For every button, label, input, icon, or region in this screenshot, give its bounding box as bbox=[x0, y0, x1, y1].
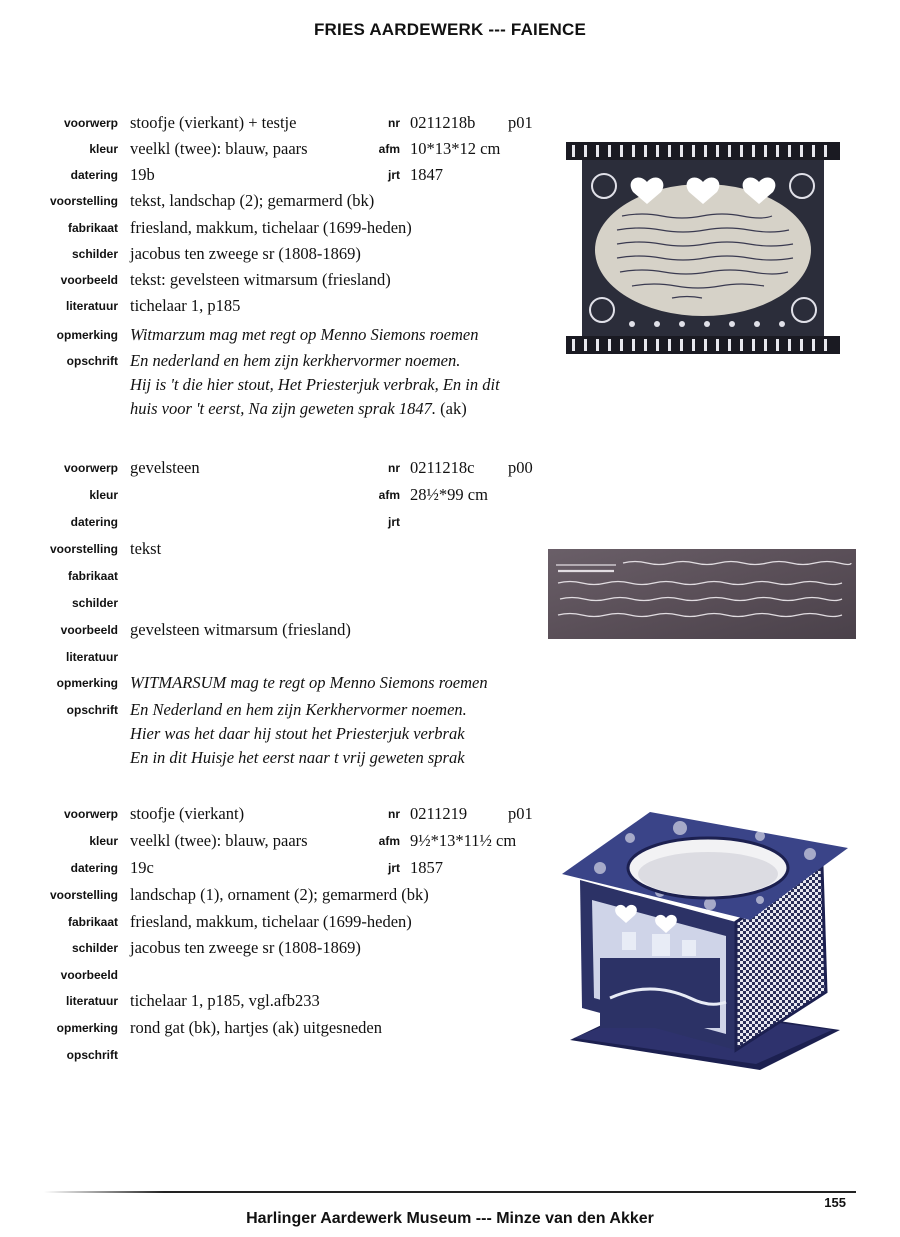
value-afm: 28½*99 cm bbox=[410, 485, 488, 504]
label-voorwerp: voorwerp bbox=[63, 116, 118, 130]
label-jrt: jrt bbox=[388, 515, 400, 529]
label-schilder: schilder bbox=[71, 596, 118, 610]
value-opmerking: rond gat (bk), hartjes (ak) uitgesneden bbox=[130, 1018, 382, 1037]
value-voorstelling: landschap (1), ornament (2); gemarmerd (bk) bbox=[130, 885, 429, 904]
value-opschrift-suffix: (ak) bbox=[440, 399, 467, 418]
label-kleur: kleur bbox=[89, 142, 118, 156]
value-schilder: jacobus ten zweege sr (1808-1869) bbox=[130, 244, 361, 263]
value-literatuur: tichelaar 1, p185 bbox=[130, 296, 241, 315]
label-datering: datering bbox=[70, 515, 118, 529]
label-voorwerp: voorwerp bbox=[63, 807, 118, 821]
label-opschrift: opschrift bbox=[66, 354, 118, 368]
value-voorstelling: tekst bbox=[130, 539, 162, 558]
label-jrt: jrt bbox=[388, 861, 400, 875]
value-opmerking: WITMARSUM mag te regt op Menno Siemons roemen bbox=[130, 673, 488, 692]
label-voorstelling: voorstelling bbox=[49, 888, 118, 902]
value-kleur: veelkl (twee): blauw, paars bbox=[130, 139, 308, 158]
label-voorstelling: voorstelling bbox=[49, 194, 118, 208]
value-opschrift-line: huis voor 't eerst, Na zijn geweten sprak 1847. bbox=[130, 399, 437, 418]
label-datering: datering bbox=[70, 168, 118, 182]
value-fabrikaat: friesland, makkum, tichelaar (1699-heden) bbox=[130, 912, 412, 931]
value-page-code: p01 bbox=[508, 804, 533, 823]
gevelsteen-photo bbox=[548, 549, 856, 639]
label-opmerking: opmerking bbox=[56, 676, 118, 690]
label-opmerking: opmerking bbox=[56, 328, 118, 342]
label-kleur: kleur bbox=[89, 834, 118, 848]
label-fabrikaat: fabrikaat bbox=[67, 221, 118, 235]
value-opmerking: Witmarzum mag met regt op Menno Siemons roemen bbox=[130, 325, 479, 344]
label-schilder: schilder bbox=[71, 941, 118, 955]
value-opschrift-line: Hier was het daar hij stout het Priesterjuk verbrak bbox=[130, 724, 465, 743]
label-voorbeeld: voorbeeld bbox=[60, 273, 118, 287]
footer-rule bbox=[44, 1191, 856, 1193]
value-afm: 10*13*12 cm bbox=[410, 139, 501, 158]
label-afm: afm bbox=[378, 834, 400, 848]
value-afm: 9½*13*11½ cm bbox=[410, 831, 517, 850]
stoofje-text-photo bbox=[562, 138, 844, 358]
value-schilder: jacobus ten zweege sr (1808-1869) bbox=[130, 938, 361, 957]
value-opschrift-line: En in dit Huisje het eerst naar t vrij geweten sprak bbox=[130, 748, 465, 767]
label-afm: afm bbox=[378, 142, 400, 156]
value-voorwerp: gevelsteen bbox=[130, 458, 200, 477]
value-kleur: veelkl (twee): blauw, paars bbox=[130, 831, 308, 850]
value-literatuur: tichelaar 1, p185, vgl.afb233 bbox=[130, 991, 320, 1010]
value-opschrift-line: En Nederland en hem zijn Kerkhervormer noemen. bbox=[130, 700, 467, 719]
label-voorwerp: voorwerp bbox=[63, 461, 118, 475]
value-nr: 0211218c bbox=[410, 458, 475, 477]
label-voorbeeld: voorbeeld bbox=[60, 968, 118, 982]
stoofje-photo bbox=[560, 808, 856, 1073]
label-nr: nr bbox=[388, 461, 400, 475]
value-voorbeeld: gevelsteen witmarsum (friesland) bbox=[130, 620, 351, 639]
value-voorstelling: tekst, landschap (2); gemarmerd (bk) bbox=[130, 191, 375, 210]
value-voorwerp: stoofje (vierkant) + testje bbox=[130, 113, 297, 132]
value-opschrift-line: En nederland en hem zijn kerkhervormer noemen. bbox=[130, 351, 461, 370]
value-jrt: 1857 bbox=[410, 858, 443, 877]
label-literatuur: literatuur bbox=[65, 994, 118, 1008]
value-page-code: p01 bbox=[508, 113, 533, 132]
value-jrt: 1847 bbox=[410, 165, 443, 184]
page-number: 155 bbox=[824, 1195, 846, 1210]
value-opschrift-last bbox=[130, 396, 467, 422]
value-fabrikaat: friesland, makkum, tichelaar (1699-heden) bbox=[130, 218, 412, 237]
label-voorstelling: voorstelling bbox=[49, 542, 118, 556]
value-voorbeeld: tekst: gevelsteen witmarsum (friesland) bbox=[130, 270, 391, 289]
label-literatuur: literatuur bbox=[65, 650, 118, 664]
label-fabrikaat: fabrikaat bbox=[67, 915, 118, 929]
label-nr: nr bbox=[388, 807, 400, 821]
label-fabrikaat: fabrikaat bbox=[67, 569, 118, 583]
label-opschrift: opschrift bbox=[66, 1048, 118, 1062]
value-datering: 19c bbox=[130, 858, 154, 877]
value-page-code: p00 bbox=[508, 458, 533, 477]
label-nr: nr bbox=[388, 116, 400, 130]
value-voorwerp: stoofje (vierkant) bbox=[130, 804, 245, 823]
label-kleur: kleur bbox=[89, 488, 118, 502]
label-jrt: jrt bbox=[388, 168, 400, 182]
label-datering: datering bbox=[70, 861, 118, 875]
footer-text: Harlinger Aardewerk Museum --- Minze van den Akker bbox=[246, 1210, 654, 1227]
label-literatuur: literatuur bbox=[65, 299, 118, 313]
label-opmerking: opmerking bbox=[56, 1021, 118, 1035]
value-opschrift-line: Hij is 't die hier stout, Het Priesterjuk verbrak, En in dit bbox=[130, 375, 500, 394]
label-afm: afm bbox=[378, 488, 400, 502]
value-nr: 0211218b bbox=[410, 113, 476, 132]
label-opschrift: opschrift bbox=[66, 703, 118, 717]
label-schilder: schilder bbox=[71, 247, 118, 261]
page-title: FRIES AARDEWERK --- FAIENCE bbox=[313, 20, 587, 39]
value-datering: 19b bbox=[130, 165, 155, 184]
label-voorbeeld: voorbeeld bbox=[60, 623, 118, 637]
value-nr: 0211219 bbox=[410, 804, 468, 823]
